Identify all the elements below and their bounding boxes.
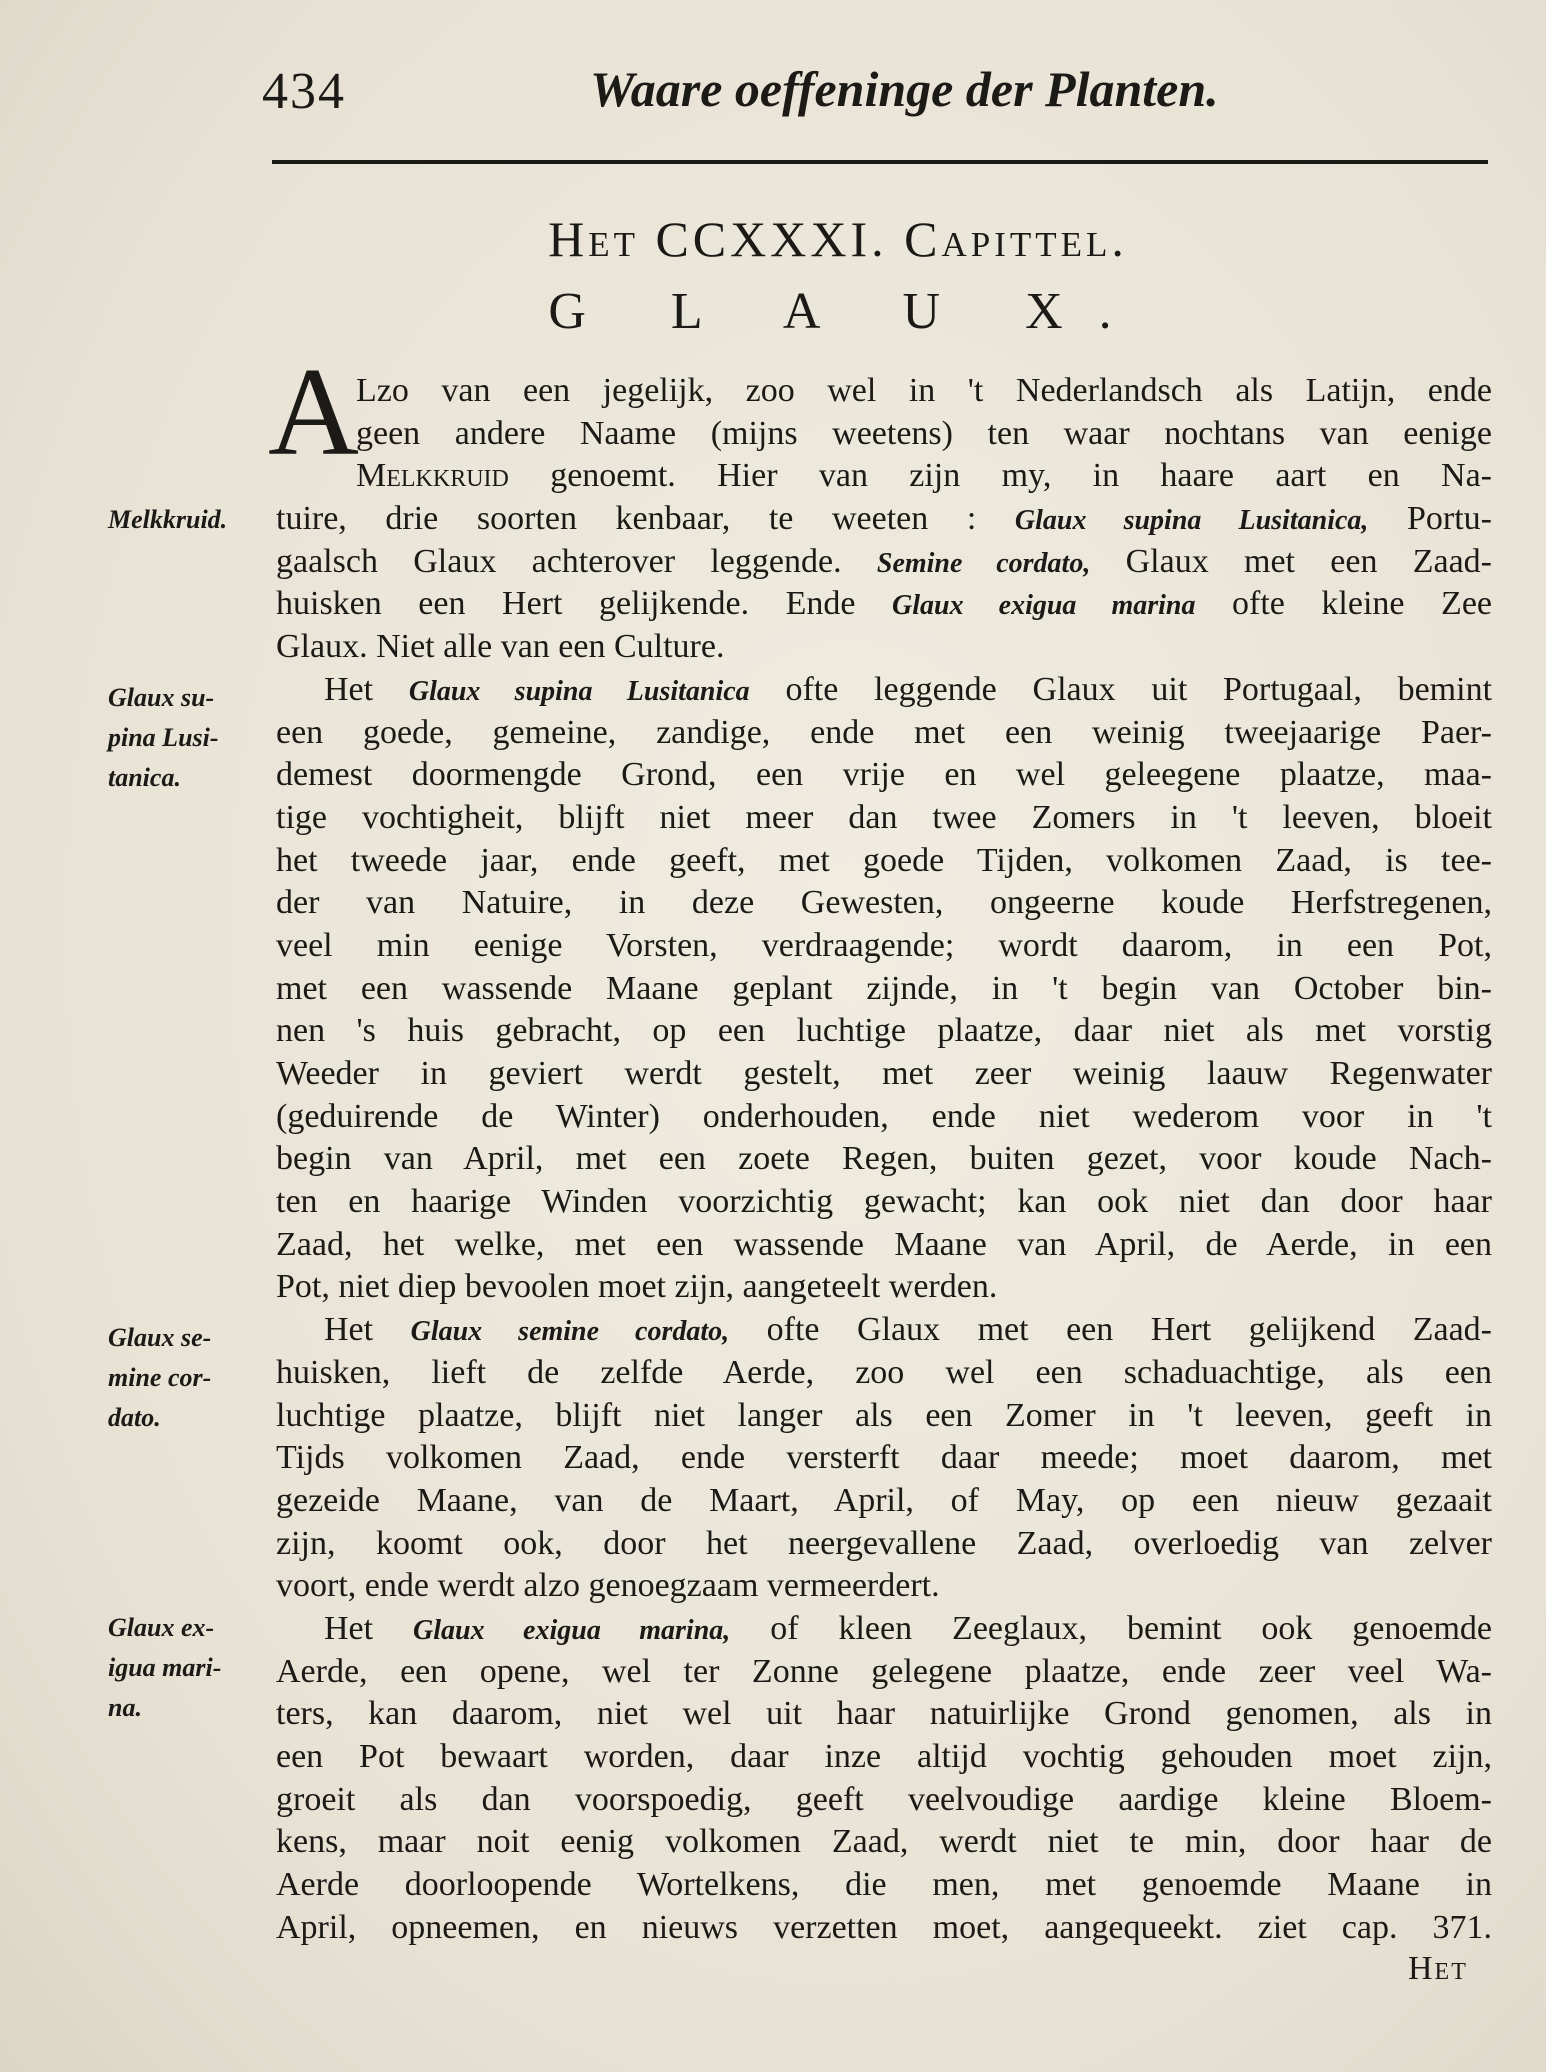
- text-segment: of kleen Zeeglaux, bemint ook genoemde: [730, 1609, 1492, 1647]
- text-segment: een goede, gemeine, zandige, ende met een weinig tweejaarige Paer-: [276, 713, 1492, 751]
- text-line: [276, 1266, 1492, 1309]
- text-segment: kens, maar noit eenig volkomen Zaad, werdt niet te min, door haar de: [276, 1823, 1492, 1861]
- text-segment: Pot, niet diep bevoolen moet zijn, aangeteelt werden.: [276, 1268, 998, 1306]
- text-segment: April, opneemen, en nieuws verzetten moet, aangequeekt. ziet cap. 371.: [276, 1908, 1492, 1946]
- text-line: [276, 1907, 1492, 1950]
- text-line: [276, 1309, 1492, 1352]
- text-segment: voort, ende werdt alzo genoegzaam vermeerdert.: [276, 1567, 940, 1605]
- text-segment: Zaad, het welke, met een wassende Maane van April, de Aerde, in een: [276, 1225, 1492, 1263]
- text-line: [276, 1864, 1492, 1907]
- body-text: [276, 370, 1492, 1949]
- text-segment: veel min eenige Vorsten, verdraagende; wordt daarom, in een Pot,: [276, 926, 1492, 964]
- text-line: [276, 882, 1492, 925]
- text-line: [276, 1779, 1492, 1822]
- text-segment: zijn, koomt ook, door het neergevallene Zaad, overloedig van zelver: [276, 1524, 1492, 1562]
- text-line: [276, 455, 1492, 498]
- text-line: [276, 797, 1492, 840]
- text-line: [276, 1395, 1492, 1438]
- running-title: Waare oeffeninge der Planten.: [590, 61, 1219, 117]
- margin-note-glaux-semine: Glaux se- mine cor- dato.: [108, 1323, 212, 1432]
- text-line: [276, 1053, 1492, 1096]
- latin-species-name: Glaux supina Lusitanica,: [1014, 505, 1369, 537]
- text-segment: Lzo van een jegelijk, zoo wel in 't Nederlandsch als Latijn, ende: [356, 372, 1492, 409]
- text-segment: luchtige plaatze, blijft niet langer als een Zomer in 't leeven, geeft in: [276, 1396, 1492, 1434]
- text-line: [276, 413, 1492, 456]
- text-line: [276, 1565, 1492, 1608]
- text-segment: gaalsch Glaux achterover leggende.: [276, 542, 877, 580]
- text-line: [276, 840, 1492, 883]
- text-line: [276, 1138, 1492, 1181]
- text-segment: huisken een Hert gelijkende. Ende: [276, 585, 893, 623]
- text-line: [276, 1736, 1492, 1779]
- text-line: [276, 925, 1492, 968]
- text-line: [276, 1480, 1492, 1523]
- text-segment: Weeder in geviert werdt gestelt, met zeer weinig laauw Regenwater: [276, 1055, 1492, 1092]
- text-segment: groeit als dan voorspoedig, geeft veelvoudige aardige kleine Bloem-: [276, 1780, 1492, 1818]
- catchword: Het: [1408, 1950, 1468, 1987]
- text-segment: het tweede jaar, ende geeft, met goede Tijden, volkomen Zaad, is tee-: [276, 841, 1492, 879]
- chapter-title: G L A U X.: [548, 283, 1148, 340]
- text-line: [276, 1693, 1492, 1736]
- text-segment: Het: [324, 670, 409, 708]
- text-segment: tuire, drie soorten kenbaar, te weeten :: [276, 500, 1015, 538]
- text-line: [276, 1437, 1492, 1480]
- text-line: [276, 583, 1492, 626]
- text-line: [276, 1651, 1492, 1694]
- margin-note-glaux-exigua: Glaux ex- igua mari- na.: [108, 1613, 222, 1722]
- text-segment: ofte Glaux met een Hert gelijkend Zaad-: [729, 1311, 1492, 1349]
- margin-note-glaux-supina: Glaux su- pina Lusi- tanica.: [108, 683, 219, 792]
- chapter-heading: Het CCXXXI. Capittel.: [548, 211, 1128, 267]
- text-segment: Aerde, een opene, wel ter Zonne gelegene plaatze, ende zeer veel Wa-: [276, 1652, 1492, 1690]
- text-segment: een Pot bewaart worden, daar inze altijd vochtig gehouden moet zijn,: [276, 1738, 1492, 1775]
- text-segment: Glaux. Niet alle van een Culture.: [276, 628, 725, 666]
- text-segment: begin van April, met een zoete Regen, buiten gezet, voor koude Nach-: [276, 1140, 1492, 1178]
- text-line: [276, 754, 1492, 797]
- text-segment: ofte kleine Zee: [1195, 585, 1492, 623]
- text-segment: Tijds volkomen Zaad, ende versterft daar meede; moet daarom, met: [276, 1439, 1492, 1477]
- text-line: [276, 541, 1492, 584]
- page-number: 434: [262, 63, 346, 120]
- text-line: [276, 626, 1492, 669]
- text-segment: demest doormengde Grond, een vrije en wel geleegene plaatze, maa-: [276, 756, 1492, 794]
- text-segment: genoemt. Hier van zijn my, in haare aart en Na-: [508, 457, 1492, 495]
- text-line: [276, 1352, 1492, 1395]
- text-segment: nen 's huis gebracht, op een luchtige plaatze, daar niet als met vorstig: [276, 1012, 1492, 1050]
- small-caps-term: Melkkruid: [356, 457, 509, 495]
- text-segment: tige vochtigheit, blijft niet meer dan twee Zomers in 't leeven, bloeit: [276, 798, 1492, 836]
- drop-cap: A: [268, 343, 359, 482]
- text-segment: (geduirende de Winter) onderhouden, ende niet wederom voor in 't: [276, 1097, 1492, 1135]
- text-segment: Portu-: [1368, 500, 1492, 538]
- latin-species-name: Glaux semine cordato,: [410, 1316, 730, 1348]
- text-segment: Aerde doorloopende Wortelkens, die men, met genoemde Maane in: [276, 1866, 1492, 1904]
- text-line: [276, 1224, 1492, 1267]
- latin-species-name: Semine cordato,: [876, 547, 1091, 579]
- text-segment: Glaux met een Zaad-: [1090, 542, 1493, 580]
- latin-species-name: Glaux exigua marina: [892, 590, 1196, 622]
- text-line: [276, 1821, 1492, 1864]
- text-segment: ofte leggende Glaux uit Portugaal, bemint: [749, 670, 1493, 708]
- text-segment: ten en haarige Winden voorzichtig gewacht; kan ook niet dan door haar: [276, 1183, 1492, 1221]
- text-segment: Het: [324, 1609, 414, 1647]
- text-line: [276, 968, 1492, 1011]
- text-line: [276, 1181, 1492, 1224]
- header-rule: [272, 160, 1488, 164]
- text-segment: Het: [324, 1311, 411, 1349]
- text-line: [276, 1523, 1492, 1566]
- text-segment: gezeide Maane, van de Maart, April, of May, op een nieuw gezaait: [276, 1481, 1492, 1519]
- margin-note-melkkruid: Melkkruid.: [108, 505, 228, 534]
- latin-species-name: Glaux exigua marina,: [413, 1614, 731, 1646]
- text-line: [276, 1010, 1492, 1053]
- text-segment: ters, kan daarom, niet wel uit haar natuirlijke Grond genomen, als in: [276, 1695, 1492, 1733]
- text-segment: der van Natuire, in deze Gewesten, ongeerne koude Herfstregenen,: [276, 884, 1492, 922]
- text-line: [276, 1608, 1492, 1651]
- text-segment: geen andere Naame (mijns weetens) ten waar nochtans van eenige: [356, 414, 1492, 452]
- text-line: [276, 370, 1492, 413]
- text-segment: met een wassende Maane geplant zijnde, in 't begin van October bin-: [276, 969, 1492, 1007]
- text-line: [276, 712, 1492, 755]
- text-segment: huisken, lieft de zelfde Aerde, zoo wel een schaduachtige, als een: [276, 1353, 1492, 1391]
- text-line: [276, 498, 1492, 541]
- text-line: [276, 1096, 1492, 1139]
- text-line: [276, 669, 1492, 712]
- latin-species-name: Glaux supina Lusitanica: [408, 675, 750, 707]
